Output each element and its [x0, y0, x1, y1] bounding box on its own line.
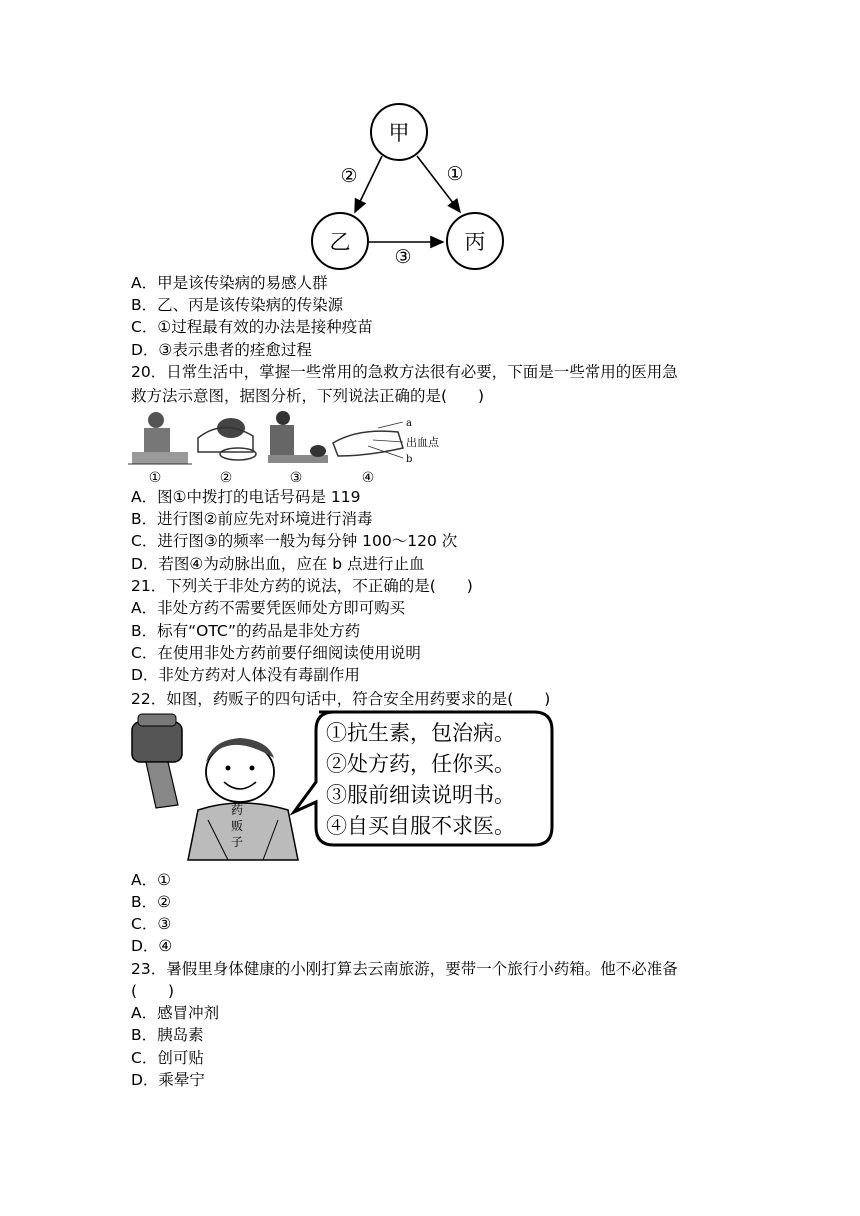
q20-option-b: B．进行图②前应先对环境进行消毒	[131, 510, 373, 528]
first-aid-arm-illustration	[333, 418, 440, 465]
vendor-label-3: 子	[231, 835, 244, 849]
node-bing	[447, 213, 503, 269]
q23-option-a: A．感冒冲剂	[131, 1004, 220, 1022]
q20-stem-line2: 救方法示意图，据图分析，下列说法正确的是( )	[131, 387, 485, 405]
node-jia	[371, 104, 427, 160]
q23-option-b: B．胰岛素	[131, 1026, 204, 1044]
drug-vendor-illustration	[132, 714, 298, 860]
svg-text:b: b	[406, 454, 413, 465]
vendor-label-1: 药	[231, 803, 244, 817]
q21-option-c: C．在使用非处方药前要仔细阅读使用说明	[131, 644, 421, 662]
edge-label-3: ③	[394, 246, 412, 268]
bubble-line-3: ③服前细读说明书。	[326, 783, 515, 807]
q23-stem-line1: 23．暑假里身体健康的小刚打算去云南旅游，要带一个旅行小药箱。他不必准备	[131, 960, 678, 978]
q20-stem-line1: 20．日常生活中，掌握一些常用的急救方法很有必要，下面是一些常用的医用急	[131, 363, 678, 381]
q21-option-a: A．非处方药不需要凭医师处方即可购买	[131, 599, 406, 617]
first-aid-figure	[128, 408, 458, 486]
q21-option-b: B．标有“OTC”的药品是非处方药	[131, 622, 361, 640]
transmission-diagram	[300, 100, 530, 275]
vendor-label-2: 贩	[231, 819, 244, 833]
svg-text:乙: 乙	[329, 230, 351, 254]
q19-option-b: B．乙、丙是该传染病的传染源	[131, 296, 344, 314]
q22-option-c: C．③	[131, 915, 172, 933]
q22-option-a: A．①	[131, 871, 171, 889]
q20-option-a: A．图①中拨打的电话号码是 119	[131, 488, 361, 506]
edge-label-1: ①	[446, 163, 464, 185]
q19-option-c: C．①过程最有效的办法是接种疫苗	[131, 318, 373, 336]
q21-option-d: D．非处方药对人体没有毒副作用	[131, 666, 360, 684]
q19-option-a: A．甲是该传染病的易感人群	[131, 274, 328, 292]
arrow-2	[355, 156, 382, 212]
q23-option-d: D．乘晕宁	[131, 1071, 205, 1089]
q22-option-d: D．④	[131, 937, 173, 955]
svg-text:甲: 甲	[388, 121, 410, 145]
svg-text:a: a	[406, 418, 412, 429]
first-aid-phone-illustration	[128, 412, 192, 464]
q23-stem-line2: ( )	[131, 982, 175, 1000]
q20-option-d: D．若图④为动脉出血，应在 b 点进行止血	[131, 555, 425, 573]
q22-stem: 22．如图，药贩子的四句话中，符合安全用药要求的是( )	[131, 690, 551, 708]
node-yi	[312, 213, 368, 269]
bubble-line-2: ②处方药，任你买。	[326, 752, 515, 776]
figure-label-2: ②	[219, 470, 233, 486]
figure-label-3: ③	[289, 470, 303, 486]
speech-bubble	[294, 712, 552, 845]
svg-text:出血点: 出血点	[406, 436, 439, 449]
svg-text:丙: 丙	[464, 230, 486, 254]
bubble-line-4: ④自买自服不求医。	[326, 814, 515, 838]
figure-label-4: ④	[361, 470, 375, 486]
edge-label-2: ②	[340, 165, 358, 187]
q19-option-d: D．③表示患者的痊愈过程	[131, 341, 312, 359]
q21-stem: 21．下列关于非处方药的说法，不正确的是( )	[131, 577, 473, 595]
q20-option-c: C．进行图③的频率一般为每分钟 100～120 次	[131, 532, 458, 550]
first-aid-cpr-illustration	[268, 411, 328, 463]
q22-option-b: B．②	[131, 893, 172, 911]
drug-vendor-figure	[128, 710, 558, 870]
first-aid-rescue-breath-illustration	[198, 418, 256, 460]
q23-option-c: C．创可贴	[131, 1049, 204, 1067]
bubble-line-1: ①抗生素，包治病。	[326, 721, 515, 745]
figure-label-1: ①	[148, 470, 162, 486]
